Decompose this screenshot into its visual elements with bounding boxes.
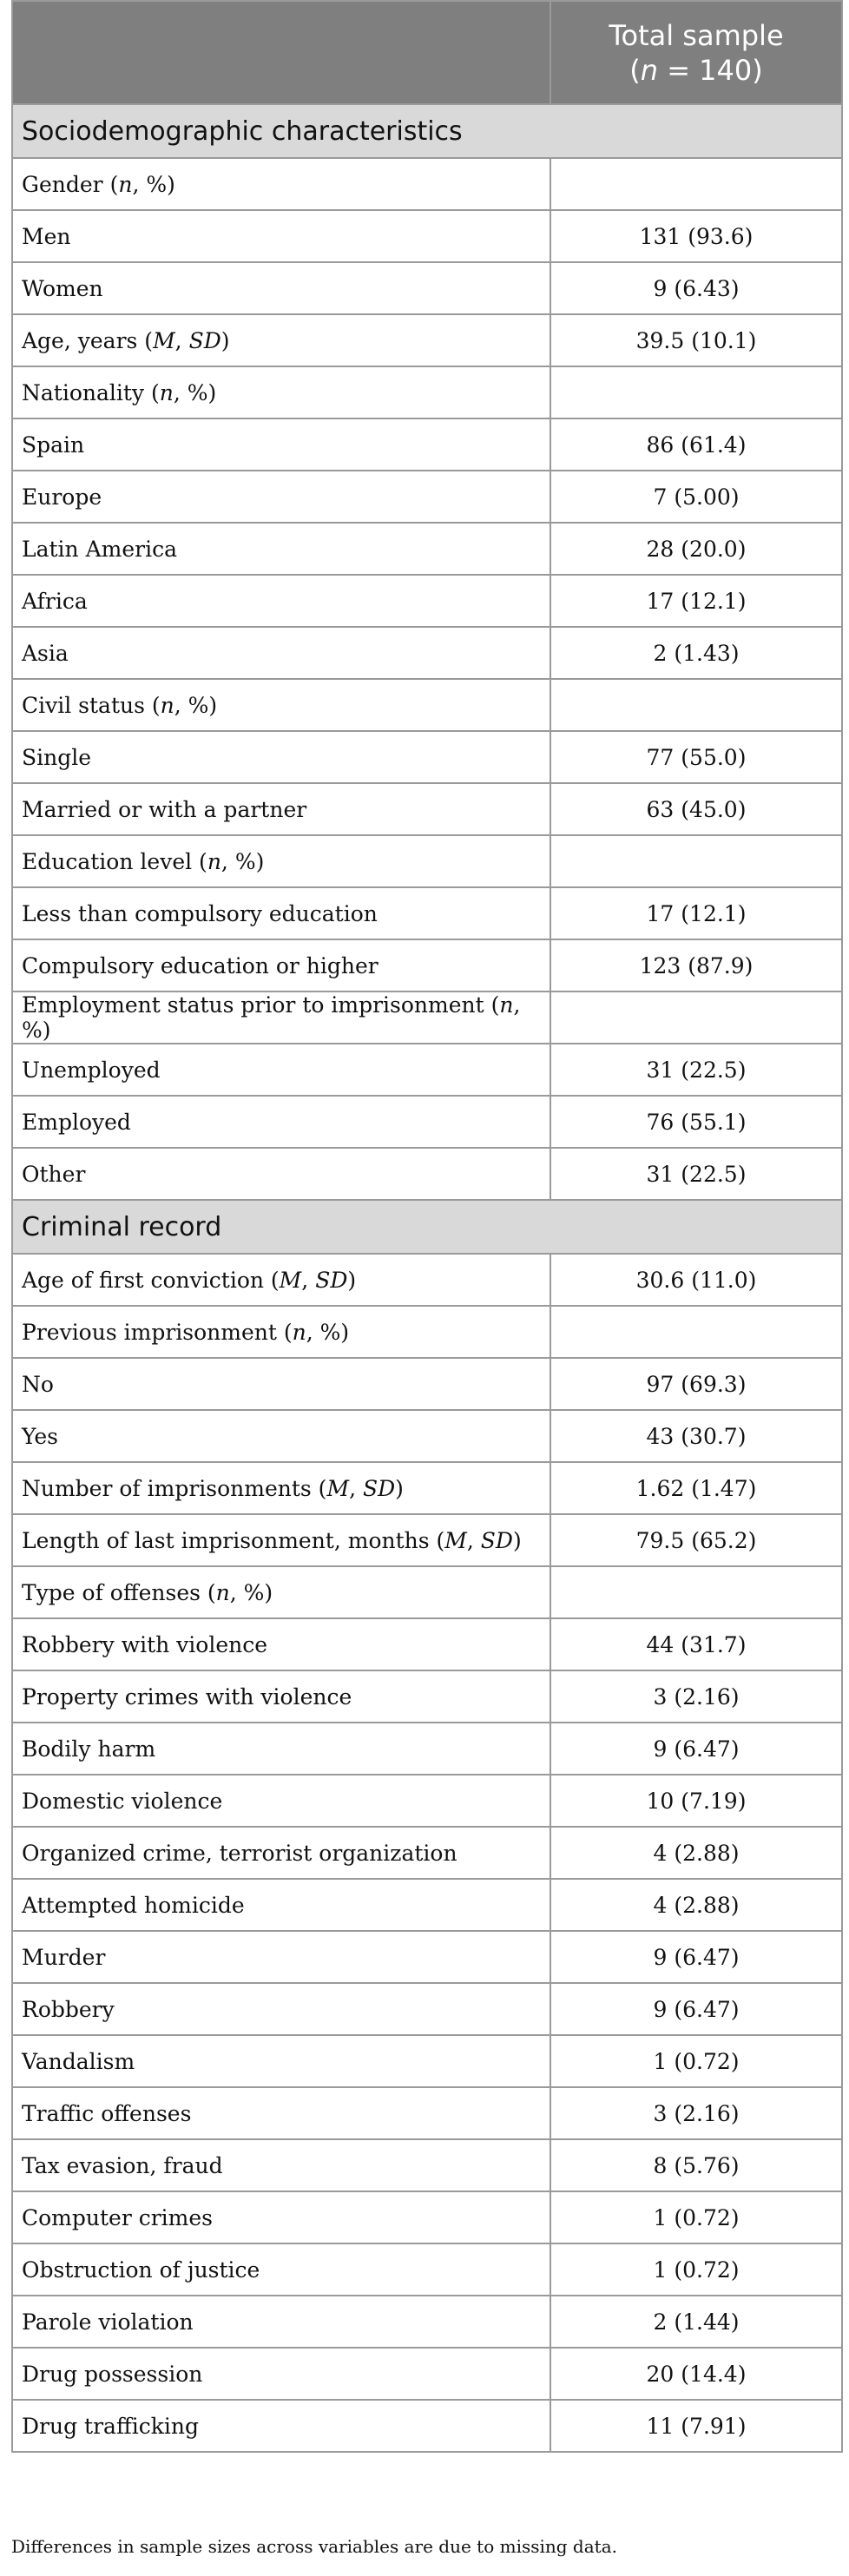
row-value: 3 (2.16)	[550, 2087, 842, 2139]
table-row	[12, 887, 842, 939]
row-label	[12, 1670, 550, 1723]
row-value: 1.62 (1.47)	[550, 1462, 842, 1514]
row-value: 9 (6.47)	[550, 1983, 842, 2035]
row-value	[550, 992, 842, 1044]
row-label-text: Nationality (	[22, 379, 160, 405]
row-label-text: Length of last imprisonment, months (	[22, 1527, 445, 1553]
table-body	[12, 104, 842, 2452]
row-label-text: Married or with a partner	[22, 796, 307, 822]
row-label-italic: n	[118, 171, 133, 197]
table-row	[12, 2296, 842, 2348]
row-label-text: Gender (	[22, 171, 119, 197]
table-row	[12, 366, 842, 418]
row-label-italic: n	[215, 1579, 230, 1605]
row-label-italic: n	[207, 848, 221, 874]
table-row	[12, 210, 842, 262]
row-label-text: Bodily harm	[22, 1736, 156, 1762]
row-value: 97 (69.3)	[550, 1358, 842, 1410]
row-value: 9 (6.43)	[550, 262, 842, 314]
row-value: 63 (45.0)	[550, 783, 842, 835]
row-label-text: Spain	[22, 432, 85, 458]
row-label-text: Civil status (	[22, 692, 161, 718]
row-label-text: , %)	[132, 171, 175, 197]
row-value: 1 (0.72)	[550, 2191, 842, 2243]
row-label	[12, 887, 550, 939]
row-label	[12, 1096, 550, 1148]
row-label-text: Robbery	[22, 1996, 115, 2022]
table-row	[12, 2035, 842, 2087]
row-label-text: Computer crimes	[22, 2204, 214, 2230]
table-row	[12, 2191, 842, 2243]
table-row	[12, 575, 842, 627]
table-row	[12, 2243, 842, 2296]
sample-characteristics-table	[11, 0, 843, 2453]
row-label	[12, 2035, 550, 2087]
row-value: 3 (2.16)	[550, 1670, 842, 1723]
row-value: 8 (5.76)	[550, 2139, 842, 2191]
row-label-text: Tax evasion, fraud	[22, 2152, 223, 2178]
row-label	[12, 1514, 550, 1566]
table-row	[12, 1306, 842, 1358]
row-value: 17 (12.1)	[550, 887, 842, 939]
row-label-text: Age, years (	[22, 327, 154, 353]
table-row	[12, 418, 842, 471]
row-label-text: Type of offenses (	[22, 1579, 216, 1605]
row-label-italic: n	[499, 992, 514, 1018]
row-label-text: Parole violation	[22, 2309, 194, 2335]
row-label-text: )	[220, 327, 230, 353]
row-label	[12, 835, 550, 887]
section-title: Criminal record	[12, 1200, 842, 1254]
row-label	[12, 1148, 550, 1200]
row-label-text: Latin America	[22, 536, 178, 562]
row-label-italic: M	[444, 1527, 467, 1553]
row-label-italic: SD	[188, 327, 221, 353]
table-row	[12, 1462, 842, 1514]
row-label-text: , %)	[22, 992, 521, 1043]
table-footnote: Differences in sample sizes across variables are due to missing data.	[11, 2536, 617, 2557]
table-row	[12, 1827, 842, 1879]
row-value	[550, 158, 842, 210]
row-value: 9 (6.47)	[550, 1931, 842, 1983]
table-row	[12, 835, 842, 887]
table-row	[12, 262, 842, 314]
row-label	[12, 575, 550, 627]
row-label-text: ,	[174, 327, 189, 353]
row-value: 11 (7.91)	[550, 2400, 842, 2452]
row-label	[12, 1827, 550, 1879]
row-value: 76 (55.1)	[550, 1096, 842, 1148]
row-label-text: ,	[301, 1267, 316, 1293]
row-label-text: Education level (	[22, 848, 207, 874]
row-label-italic: SD	[315, 1267, 348, 1293]
table-row	[12, 2139, 842, 2191]
row-label	[12, 2191, 550, 2243]
table-row	[12, 1983, 842, 2035]
table-row	[12, 2087, 842, 2139]
row-label	[12, 1254, 550, 1306]
row-label	[12, 783, 550, 835]
header-n-italic: n	[640, 53, 659, 87]
row-label-italic: SD	[362, 1475, 396, 1501]
row-label	[12, 2087, 550, 2139]
row-label	[12, 2296, 550, 2348]
row-label-text: Men	[22, 223, 71, 249]
row-label-text: )	[395, 1475, 404, 1501]
row-label-text: Traffic offenses	[22, 2100, 192, 2126]
row-label-text: Employment status prior to imprisonment (	[22, 992, 500, 1018]
header-row	[12, 1, 842, 104]
row-label-text: Single	[22, 744, 92, 770]
row-label-text: , %)	[220, 848, 265, 874]
row-value: 9 (6.47)	[550, 1723, 842, 1775]
row-label	[12, 939, 550, 992]
row-label	[12, 1618, 550, 1670]
row-label	[12, 1306, 550, 1358]
row-label	[12, 1566, 550, 1618]
table-row	[12, 314, 842, 366]
table-row	[12, 1410, 842, 1462]
header-line1: Total sample	[609, 18, 784, 52]
table-row	[12, 158, 842, 210]
row-label	[12, 1775, 550, 1827]
row-value: 10 (7.19)	[550, 1775, 842, 1827]
row-value: 1 (0.72)	[550, 2035, 842, 2087]
row-value: 31 (22.5)	[550, 1044, 842, 1096]
row-label-text: Asia	[22, 640, 69, 666]
table-row	[12, 1723, 842, 1775]
header-line2: (n = 140)	[629, 53, 763, 87]
header-total-sample	[550, 1, 842, 104]
section-header-row	[12, 104, 842, 158]
header-n-rest: = 140)	[658, 53, 763, 87]
table-row	[12, 1096, 842, 1148]
row-label	[12, 523, 550, 575]
table-row	[12, 1514, 842, 1566]
row-label-text: No	[22, 1371, 54, 1397]
row-label	[12, 2139, 550, 2191]
row-label	[12, 262, 550, 314]
table-row	[12, 992, 842, 1044]
row-label-text: Vandalism	[22, 2048, 135, 2074]
row-value: 7 (5.00)	[550, 471, 842, 523]
row-label	[12, 1358, 550, 1410]
row-label	[12, 679, 550, 731]
row-label	[12, 627, 550, 679]
row-value: 43 (30.7)	[550, 1410, 842, 1462]
row-label-text: Age of first conviction (	[22, 1267, 280, 1293]
row-label-text: Domestic violence	[22, 1788, 223, 1814]
row-label-italic: n	[159, 379, 174, 405]
row-value: 17 (12.1)	[550, 575, 842, 627]
row-value: 1 (0.72)	[550, 2243, 842, 2296]
row-label	[12, 1044, 550, 1096]
row-value: 4 (2.88)	[550, 1827, 842, 1879]
row-label-italic: M	[279, 1267, 302, 1293]
table-container	[11, 0, 841, 2453]
row-value	[550, 1306, 842, 1358]
row-label-text: Yes	[22, 1423, 58, 1449]
row-label-italic: M	[326, 1475, 350, 1501]
row-label	[12, 2400, 550, 2452]
row-label	[12, 1983, 550, 2035]
row-value	[550, 835, 842, 887]
table-row	[12, 1566, 842, 1618]
row-label-text: Property crimes with violence	[22, 1683, 352, 1710]
row-value: 86 (61.4)	[550, 418, 842, 471]
row-label-text: Africa	[22, 588, 88, 614]
row-label	[12, 731, 550, 783]
table-row	[12, 939, 842, 992]
row-label-text: , %)	[229, 1579, 273, 1605]
table-row	[12, 1879, 842, 1931]
section-header-row	[12, 1200, 842, 1254]
row-label	[12, 2348, 550, 2400]
row-label-text: Compulsory education or higher	[22, 952, 378, 978]
row-value: 28 (20.0)	[550, 523, 842, 575]
table-row	[12, 1358, 842, 1410]
row-label	[12, 1462, 550, 1514]
row-label-text: Organized crime, terrorist organization	[22, 1840, 457, 1866]
row-label-text: Obstruction of justice	[22, 2256, 260, 2283]
row-label-text: ,	[466, 1527, 481, 1553]
row-label	[12, 418, 550, 471]
table-row	[12, 1931, 842, 1983]
table-row	[12, 1775, 842, 1827]
row-label	[12, 1931, 550, 1983]
row-label-italic: M	[153, 327, 175, 353]
row-label-text: Drug trafficking	[22, 2413, 199, 2439]
row-label	[12, 1879, 550, 1931]
row-label	[12, 210, 550, 262]
row-value: 131 (93.6)	[550, 210, 842, 262]
row-label-text: Number of imprisonments (	[22, 1475, 327, 1501]
row-label-text: )	[512, 1527, 522, 1553]
row-label-text: Employed	[22, 1109, 131, 1135]
table-row	[12, 1148, 842, 1200]
row-value: 123 (87.9)	[550, 939, 842, 992]
table-row	[12, 523, 842, 575]
table-row	[12, 1044, 842, 1096]
header-empty-cell	[12, 1, 550, 104]
table-row	[12, 471, 842, 523]
row-label	[12, 2243, 550, 2296]
row-label	[12, 992, 550, 1044]
table-row	[12, 2400, 842, 2452]
row-label	[12, 366, 550, 418]
row-label-text: , %)	[173, 379, 217, 405]
row-label-text: Other	[22, 1161, 86, 1187]
row-label-italic: n	[292, 1319, 306, 1345]
row-label-text: Previous imprisonment (	[22, 1319, 293, 1345]
table-row	[12, 627, 842, 679]
row-value: 20 (14.4)	[550, 2348, 842, 2400]
row-label-text: Attempted homicide	[22, 1892, 245, 1918]
row-value: 44 (31.7)	[550, 1618, 842, 1670]
row-value: 79.5 (65.2)	[550, 1514, 842, 1566]
row-label-text: Less than compulsory education	[22, 900, 378, 926]
row-label-italic: SD	[480, 1527, 513, 1553]
row-label	[12, 314, 550, 366]
table-row	[12, 2348, 842, 2400]
row-label	[12, 158, 550, 210]
row-label-text: Unemployed	[22, 1057, 161, 1083]
row-label-text: , %)	[306, 1319, 350, 1345]
row-value	[550, 366, 842, 418]
row-label-text: Europe	[22, 484, 102, 510]
row-label	[12, 1723, 550, 1775]
table-row	[12, 679, 842, 731]
row-label-text: Women	[22, 275, 103, 301]
row-value: 2 (1.44)	[550, 2296, 842, 2348]
row-value: 39.5 (10.1)	[550, 314, 842, 366]
row-label-text: Murder	[22, 1944, 106, 1970]
row-label	[12, 1410, 550, 1462]
row-label-text: ,	[349, 1475, 363, 1501]
row-label-text: Drug possession	[22, 2361, 203, 2387]
section-title: Sociodemographic characteristics	[12, 104, 842, 158]
row-label-text: Robbery with violence	[22, 1631, 268, 1657]
row-label	[12, 471, 550, 523]
row-value	[550, 1566, 842, 1618]
row-value: 2 (1.43)	[550, 627, 842, 679]
row-value: 77 (55.0)	[550, 731, 842, 783]
table-row	[12, 1670, 842, 1723]
table-row	[12, 1254, 842, 1306]
row-value	[550, 679, 842, 731]
row-value: 30.6 (11.0)	[550, 1254, 842, 1306]
row-value: 4 (2.88)	[550, 1879, 842, 1931]
row-label-text: )	[347, 1267, 357, 1293]
row-label-text: , %)	[174, 692, 218, 718]
row-label-italic: n	[160, 692, 174, 718]
table-row	[12, 1618, 842, 1670]
table-row	[12, 731, 842, 783]
table-row	[12, 783, 842, 835]
row-value: 31 (22.5)	[550, 1148, 842, 1200]
